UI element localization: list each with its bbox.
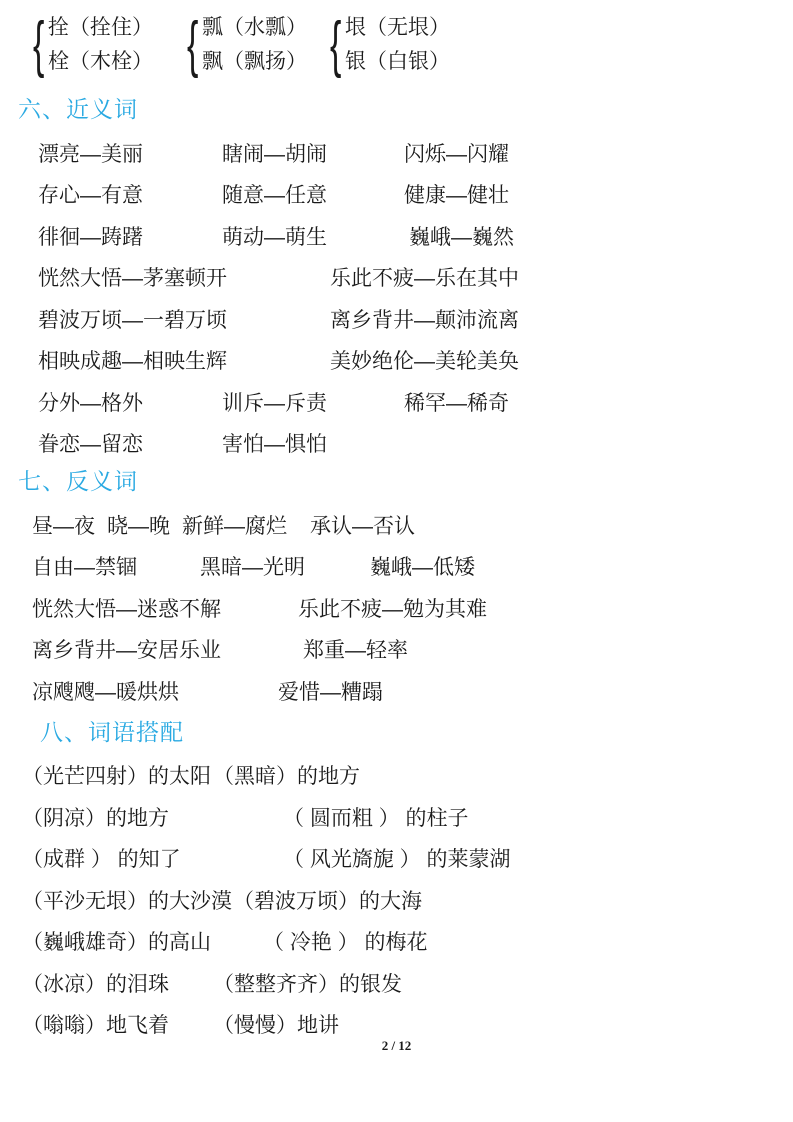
collocation: （成群 ） 的知了: [22, 848, 181, 872]
collocation: （慢慢）地讲: [213, 1014, 339, 1038]
word-pair: 凉飕飕—暖烘烘: [32, 680, 179, 704]
word-pair: 离乡背井—颠沛流离: [330, 308, 519, 332]
word-pair-row: [0, 546, 793, 588]
collocation: （冰凉）的泪珠: [22, 972, 169, 996]
character-pair-lines: [48, 11, 153, 79]
word-pair: 碧波万顷—一碧万顷: [38, 308, 227, 332]
character-pair-group: [187, 10, 330, 80]
collocation-row: [0, 962, 793, 1004]
word-pair: 郑重—轻率: [303, 639, 408, 663]
word-pair: 巍峨—低矮: [370, 556, 475, 580]
word-pair-row: [0, 629, 793, 671]
word-pair: 漂亮—美丽: [38, 142, 143, 166]
left-brace-icon: {: [33, 10, 45, 79]
collocation: （光芒四射）的太阳: [22, 765, 211, 789]
synonyms-list: [0, 132, 793, 464]
word-pair-row: [0, 340, 793, 382]
collocation-row: [0, 921, 793, 963]
character-pair-group: [330, 10, 450, 80]
character-entry: 银（白银）: [345, 50, 450, 73]
section-title-antonyms: 七、反义词: [18, 468, 138, 494]
word-pair-row: [0, 423, 793, 465]
collocation: （ 圆而粗 ） 的柱子: [283, 806, 469, 830]
word-pair: 黑暗—光明: [200, 556, 305, 580]
collocation-row: [0, 879, 793, 921]
word-pair: 随意—任意: [222, 184, 327, 208]
word-pair: 新鲜—腐烂: [182, 514, 287, 538]
word-pair: 分外—格外: [38, 391, 143, 415]
character-comparison-section: [0, 0, 793, 80]
character-pair-lines: [345, 11, 450, 79]
word-pair-row: [0, 298, 793, 340]
word-pair: 美妙绝伦—美轮美奂: [330, 350, 519, 374]
left-brace-icon: {: [330, 10, 342, 79]
character-entry: 拴（拴住）: [48, 16, 153, 39]
word-pair-row: [0, 670, 793, 712]
word-pair: 乐此不疲—勉为其难: [298, 597, 487, 621]
word-pair-row: [0, 504, 793, 546]
word-pair-row: [0, 587, 793, 629]
word-pair: 承认—否认: [310, 514, 415, 538]
collocation: （黑暗）的地方: [213, 765, 360, 789]
character-pair-group: [33, 10, 187, 80]
word-pair-row: [0, 132, 793, 174]
word-pair: 巍峨—巍然: [409, 225, 514, 249]
word-pair: 晓—晚: [107, 514, 170, 538]
character-entry: 垠（无垠）: [345, 16, 450, 39]
character-entry: 瓢（水瓢）: [202, 16, 307, 39]
word-pair: 训斥—斥责: [222, 391, 327, 415]
word-pair-row: [0, 174, 793, 216]
section-title-collocations: 八、词语搭配: [40, 718, 184, 745]
left-brace-icon: {: [187, 10, 199, 79]
word-pair: 害怕—惧怕: [222, 433, 327, 457]
collocation: （嗡嗡）地飞着: [22, 1014, 169, 1038]
word-pair: 离乡背井—安居乐业: [32, 639, 221, 663]
word-pair: 乐此不疲—乐在其中: [330, 267, 519, 291]
word-pair: 萌动—萌生: [222, 225, 327, 249]
collocation: （碧波万顷）的大海: [233, 889, 422, 913]
word-pair-row: [0, 381, 793, 423]
collocation-row: [0, 755, 793, 797]
collocation: （ 冷艳 ） 的梅花: [263, 931, 428, 955]
word-pair: 恍然大悟—茅塞顿开: [38, 267, 227, 291]
collocation: （阴凉）的地方: [22, 806, 169, 830]
word-pair: 徘徊—踌躇: [38, 225, 143, 249]
character-pair-lines: [202, 11, 307, 79]
word-pair: 瞎闹—胡闹: [222, 142, 327, 166]
collocations-list: [0, 755, 793, 1046]
collocation: （整整齐齐）的银发: [213, 972, 402, 996]
word-pair: 闪烁—闪耀: [404, 142, 509, 166]
word-pair: 昼—夜: [32, 514, 95, 538]
word-pair: 自由—禁锢: [32, 556, 137, 580]
word-pair: 眷恋—留恋: [38, 433, 143, 457]
collocation: （平沙无垠）的大沙漠: [22, 889, 232, 913]
character-entry: 栓（木栓）: [48, 50, 153, 73]
word-pair: 爱惜—糟蹋: [278, 680, 383, 704]
antonyms-list: [0, 504, 793, 712]
word-pair: 恍然大悟—迷惑不解: [32, 597, 221, 621]
word-pair-row: [0, 215, 793, 257]
word-pair: 稀罕—稀奇: [404, 391, 509, 415]
collocation-row: [0, 796, 793, 838]
character-entry: 飘（飘扬）: [202, 50, 307, 73]
word-pair: 相映成趣—相映生辉: [38, 350, 227, 374]
collocation-row: [0, 838, 793, 880]
word-pair: 存心—有意: [38, 184, 143, 208]
word-pair-row: [0, 257, 793, 299]
word-pair: 健康—健壮: [404, 184, 509, 208]
section-title-synonyms: 六、近义词: [18, 96, 138, 122]
collocation: （巍峨雄奇）的高山: [22, 931, 211, 955]
collocation: （ 风光旖旎 ） 的莱蒙湖: [283, 848, 511, 872]
page-indicator: 2 / 12: [381, 1038, 412, 1053]
